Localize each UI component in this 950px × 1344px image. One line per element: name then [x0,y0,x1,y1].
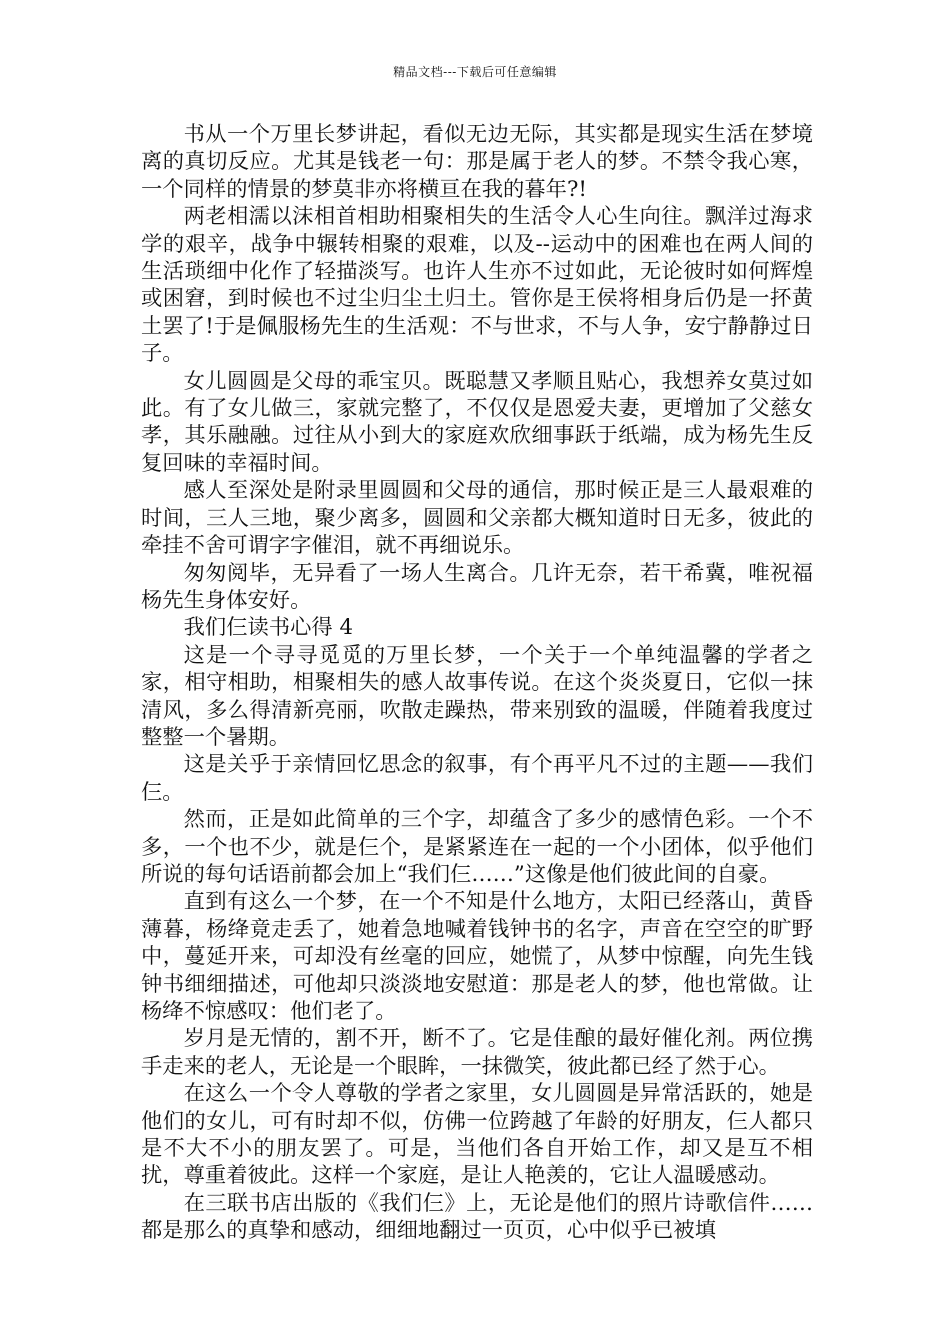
section-heading: 我们仨读书心得 4 [183,615,353,641]
paragraph: 这是关乎于亲情回忆思念的叙事，有个再平凡不过的主题——我们仨。 [141,752,813,805]
paragraph: 这是一个寻寻觅觅的万里长梦，一个关于一个单纯温馨的学者之家，相守相助，相聚相失的感人故事传说。在这个炎炎夏日，它似一抹清风，多么得清新亮丽，吹散走躁热，带来别致的温暖，伴随着我度过整整一个暑期。 [141,642,813,750]
paragraph: 书从一个万里长梦讲起，看似无边无际，其实都是现实生活在梦境离的真切反应。尤其是钱老一句：那是属于老人的梦。不禁令我心寒，一个同样的情景的梦莫非亦将横亘在我的暮年?! [141,122,813,202]
paragraph: 然而，正是如此简单的三个字，却蕴含了多少的感情色彩。一个不多，一个也不少，就是仨个，是紧紧连在一起的一个小团体，似乎他们所说的每句话语前都会加上“我们仨……”这像是他们彼此间的自豪。 [141,807,813,887]
paragraph: 两老相濡以沫相首相助相聚相失的生活令人心生向往。飘洋过海求学的艰辛，战争中辗转相聚的艰难，以及--运动中的困难也在两人间的生活琐细中化作了轻描淡写。也许人生亦不过如此，无论彼时如何辉煌或困窘，到时候也不过尘归尘土归土。管你是王侯将相身后仍是一抔黄土罢了!于是佩服杨先生的生活观：不与世求，不与人争，安宁静静过日子。 [141,204,813,367]
document-body [141,121,813,1245]
paragraph: 女儿圆圆是父母的乖宝贝。既聪慧又孝顺且贴心，我想养女莫过如此。有了女儿做三，家就完整了，不仅仅是恩爱夫妻，更增加了父慈女孝，其乐融融。过往从小到大的家庭欢欣细事跃于纸端，成为杨先生反复回味的幸福时间。 [141,368,813,476]
paragraph: 匆匆阅毕，无异看了一场人生离合。几许无奈，若干希冀，唯祝福杨先生身体安好。 [141,560,813,613]
paragraph: 在三联书店出版的《我们仨》上，无论是他们的照片诗歌信件……都是那么的真挚和感动，细细地翻过一页页，心中似乎已被填 [141,1190,813,1244]
paragraph: 感人至深处是附录里圆圆和父母的通信，那时候正是三人最艰难的时间，三人三地，聚少离多，圆圆和父亲都大概知道时日无多，彼此的牵挂不舍可谓字字催泪，就不再细说乐。 [141,478,813,559]
paragraph: 岁月是无情的，割不开，断不了。它是佳酿的最好催化剂。两位携手走来的老人，无论是一个眼眸，一抹微笑，彼此都已经了然于心。 [141,1026,813,1079]
paragraph: 直到有这么一个梦，在一个不知是什么地方，太阳已经落山，黄昏薄暮，杨绛竟走丢了，她着急地喊着钱钟书的名字，声音在空空的旷野中，蔓延开来，可却没有丝毫的回应，她慌了，从梦中惊醒，向先生钱钟书细细描述，可他却只淡淡地安慰道：那是老人的梦，他也常做。让杨绛不惊感叹：他们老了。 [141,889,813,1024]
page-header: 精品文档---下载后可任意编辑 [393,65,557,79]
paragraph: 在这么一个令人尊敬的学者之家里，女儿圆圆是异常活跃的，她是他们的女儿，可有时却不似，仿佛一位跨越了年龄的好朋友，仨人都只是不大不小的朋友罢了。可是，当他们各自开始工作，却又是互不相扰，尊重着彼此。这样一个家庭，是让人艳羡的，它让人温暖感动。 [141,1081,813,1189]
